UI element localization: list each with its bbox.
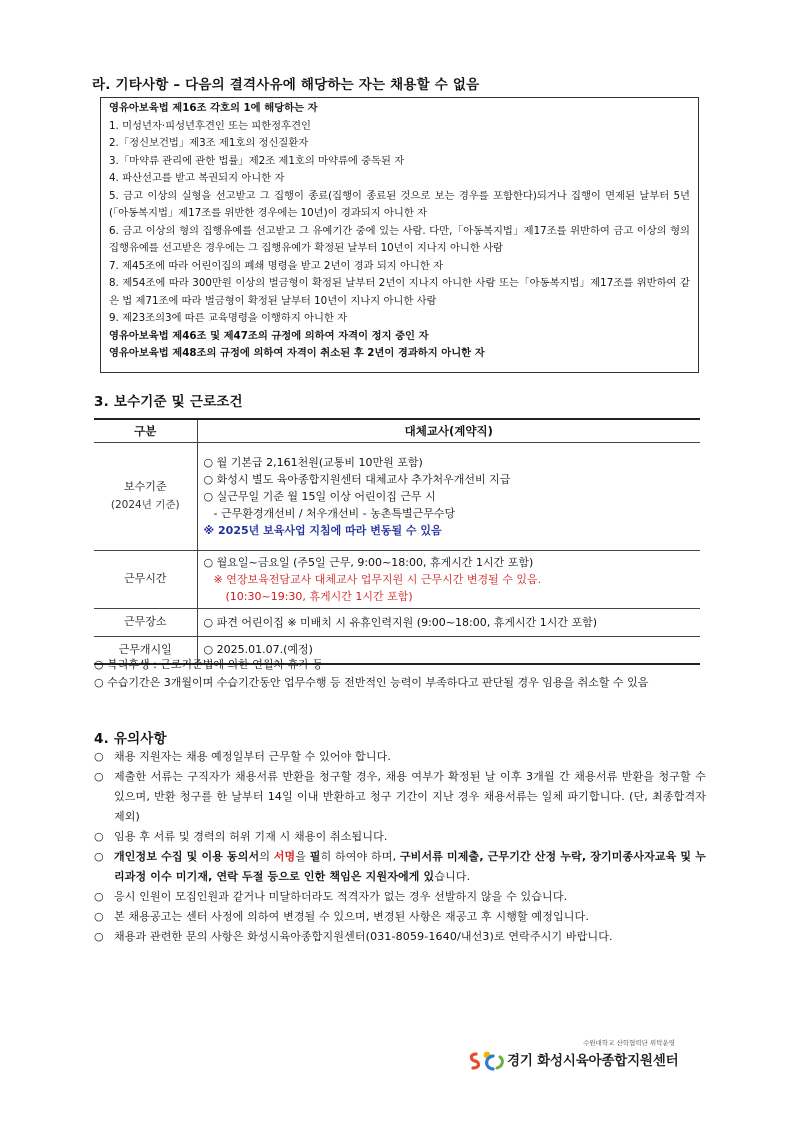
notice-text-red: 서명	[273, 850, 296, 863]
hours-notice: (10:30~19:30, 휴게시간 1시간 포함)	[225, 589, 413, 603]
dq-item: 8. 제54조에 따라 300만원 이상의 벌금형이 확정된 날부터 2년이 지나지 아니한 사람 또는「아동복지법」제17조를 위반하여 같은 법 제71조에 따라 벌금형이 확정된 날부터 10년이 지나지 아니한 사람	[109, 277, 690, 307]
notice-text: 임용 후 서류 및 경력의 허위 기재 시 채용이 취소됩니다.	[114, 830, 388, 843]
row-content-pay	[197, 442, 700, 550]
bullet-circle: ○	[94, 750, 104, 763]
dq-header: 영유아보육법 제16조 각호의 1에 해당하는 자	[109, 102, 318, 114]
dq-item: 3.「마약류 관리에 관한 법률」제2조 제1호의 마약류에 중독된 자	[109, 154, 405, 167]
hours-notice: ※ 연장보육전담교사 대체교사 업무지원 시 근무시간 변경될 수 있음.	[213, 572, 542, 586]
list-item	[94, 887, 706, 907]
note-benefits: ○ 복리후생 : 근로기준법에 의한 연월차 휴가 등	[94, 658, 324, 671]
bullet-circle: ○	[94, 830, 104, 843]
col-header-category: 구분	[94, 419, 197, 442]
table-row-hours	[94, 550, 700, 608]
notice-text-bold: 필	[309, 850, 321, 863]
list-item	[94, 747, 706, 767]
pay-sublabel: (2024년 기준)	[110, 499, 180, 511]
footer-branding	[463, 1038, 703, 1078]
bullet-circle: ○	[94, 770, 104, 783]
dq-item: 5. 금고 이상의 실형을 선고받고 그 집행이 종료(집행이 종료된 것으로 보는 경우를 포함한다)되거나 집행이 면제된 날부터 5년(「아동복지법」제17조를 위반한 경우에는 10년)이 경과되지 아니한 자	[109, 189, 690, 219]
list-item	[94, 767, 706, 827]
notice-text: 히 하여야 하며,	[320, 850, 400, 863]
section-ra-title: 라. 기타사항 – 다음의 결격사유에 해당하는 자는 채용할 수 없음	[92, 77, 480, 93]
col-header-position: 대체교사(계약직)	[197, 419, 700, 442]
table-header-row	[94, 419, 700, 442]
row-label-place: 근무장소	[94, 608, 197, 636]
bullet-circle: ○	[94, 850, 104, 863]
notice-text: 습니다.	[434, 870, 471, 883]
section-3-title: 3. 보수기준 및 근로조건	[94, 394, 243, 410]
dq-item: 6. 금고 이상의 형의 집행유예를 선고받고 그 유예기간 중에 있는 사람. 다만,「아동복지법」제17조를 위반하여 금고 이상의 형의 집행유예를 선고받은 경우에는 그 집행유예가 확정된 날부터 10년이 지나지 아니한 사람	[109, 224, 690, 254]
row-content-start: ○ 2025.01.07.(예정)	[197, 636, 700, 664]
dq-item: 4. 파산선고를 받고 복권되지 아니한 자	[109, 172, 285, 184]
notice-text: 응시 인원이 모집인원과 같거나 미달하더라도 적격자가 없는 경우 선발하지 않을 수 있습니다.	[114, 890, 568, 903]
pay-notice: ※ 2025년 보육사업 지침에 따라 변동될 수 있음	[203, 523, 442, 537]
dq-item: 1. 미성년자·피성년후견인 또는 피한정후견인	[109, 119, 311, 132]
notice-text-bold: 구비서류 미제출, 근무기간 산정 누락, 장기미종사자교육 및 누리과정 이수 미기재, 연락 두절 등으로 인한 책임은 지원자에게 있	[114, 850, 706, 883]
dq-item: 9. 제23조의3에 따른 교육명령을 이행하지 아니한 자	[109, 312, 348, 324]
notice-text: 채용과 관련한 문의 사항은 화성시육아종합지원센터(031-8059-1640/내선3)로 연락주시기 바랍니다.	[114, 930, 613, 943]
dq-item: 7. 제45조에 따라 어린이집의 폐쇄 명령을 받고 2년이 경과 되지 아니한 자	[109, 259, 444, 272]
list-item	[94, 847, 706, 887]
conditions-notes	[94, 656, 702, 692]
footer-tagline: 수원대학교 산학협력단 위탁운영	[583, 1039, 676, 1047]
table-row-place	[94, 608, 700, 636]
bullet-circle: ○	[94, 910, 104, 923]
notice-text: 제출한 서류는 구직자가 채용서류 반환을 청구할 경우, 채용 여부가 확정된 날 이후 3개월 간 채용서류 반환을 청구할 수 있으며, 반환 청구를 한 날부터 14일 이내 반환하고 청구 기간이 지난 경우 채용서류는 일체 파기합니다. (단, 최종합격자 제외)	[114, 770, 706, 823]
footer-org-name: 경기 화성시육아종합지원센터	[507, 1053, 679, 1069]
dq-footer: 영유아보육법 제46조 및 제47조의 규정에 의하여 자격이 정지 중인 자	[109, 329, 429, 342]
pay-line: ○ 화성시 별도 육아종합지원센터 대체교사 추가처우개선비 지급	[203, 472, 511, 486]
notice-text: 을	[295, 850, 310, 863]
conditions-table	[94, 418, 700, 665]
row-label-start: 근무개시일	[94, 636, 197, 664]
notice-list	[94, 747, 706, 947]
pay-line: ○ 실근무일 기준 월 15일 이상 어린이집 근무 시	[203, 489, 436, 503]
row-label-pay	[94, 442, 197, 550]
row-content-hours	[197, 550, 700, 608]
bullet-circle: ○	[94, 890, 104, 903]
list-item	[94, 927, 706, 947]
row-content-place: ○ 파견 어린이집 ※ 미배치 시 유휴인력지원 (9:00~18:00, 휴게시간 1시간 포함)	[197, 608, 700, 636]
center-logo-icon	[467, 1048, 505, 1074]
dq-item: 2.「정신보건법」제3조 제1호의 정신질환자	[109, 137, 309, 149]
pay-label: 보수기준	[123, 480, 167, 493]
note-probation: ○ 수습기간은 3개월이며 수습기간동안 업무수행 등 전반적인 능력이 부족하다고 판단될 경우 임용을 취소할 수 있음	[94, 676, 649, 689]
notice-text: 본 채용공고는 센터 사정에 의하여 변경될 수 있으며, 변경된 사항은 재공고 후 시행할 예정입니다.	[114, 910, 589, 923]
dq-footer: 영유아보육법 제48조의 규정에 의하여 자격이 취소된 후 2년이 경과하지 아니한 자	[109, 347, 485, 359]
list-item	[94, 907, 706, 927]
table-row-pay	[94, 442, 700, 550]
pay-line: - 근무환경개선비 / 처우개선비 - 농촌특별근무수당	[213, 506, 456, 520]
row-label-hours: 근무시간	[94, 550, 197, 608]
hours-line: ○ 월요일~금요일 (주5일 근무, 9:00~18:00, 휴게시간 1시간 포함)	[203, 555, 534, 569]
disqualification-box	[100, 97, 699, 373]
notice-text: 의	[259, 850, 274, 863]
pay-line: ○ 월 기본급 2,161천원(교통비 10만원 포함)	[203, 455, 423, 469]
section-4-title: 4. 유의사항	[94, 731, 167, 747]
notice-text-bold: 개인정보 수집 및 이용 동의서	[114, 850, 260, 863]
notice-text: 채용 지원자는 채용 예정일부터 근무할 수 있어야 합니다.	[114, 750, 392, 763]
list-item	[94, 827, 706, 847]
bullet-circle: ○	[94, 930, 104, 943]
